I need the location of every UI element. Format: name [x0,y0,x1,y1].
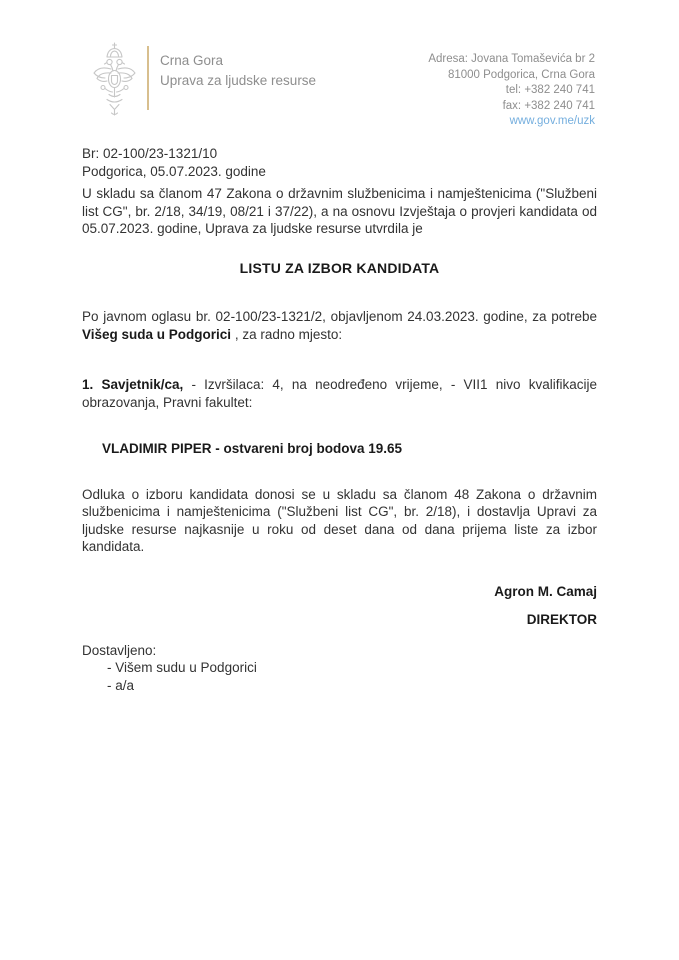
distribution-block [82,642,597,695]
decision-paragraph: Odluka o izboru kandidata donosi se u skladu sa članom 48 Zakona o državnim službenicima i namještenicima ("Službeni list CG", br. 2/18), i dostavlja Upravi za ljudske resurse najkasnije u roku od deset dana od dana prijema liste za izbor kandidata. [82,486,597,554]
candidate-line: VLADIMIR PIPER - ostvareni broj bodova 19.65 [102,441,403,456]
org-name: Uprava za ljudske resurse [160,73,317,88]
distribution-item: - Višem sudu u Podgorici [107,660,257,675]
position-label: 1. Savjetnik/ca, [82,377,184,392]
vacancy-text-after: , za radno mjesto: [234,326,343,342]
org-country: Crna Gora [160,53,224,68]
org-block [160,51,316,91]
position-paragraph [82,376,597,411]
distribution-label: Dostavljeno: [82,642,157,658]
place-and-date: Podgorica, 05.07.2023. godine [82,163,266,179]
signer-name: Agron M. Camaj [494,583,597,599]
letterhead-brand [91,42,316,120]
address-street: Adresa: Jovana Tomaševića br 2 [428,53,595,65]
vacancy-text-before: Po javnom oglasu br. 02-100/23-1321/2, objavljenom 24.03.2023. godine, za potrebe [82,309,597,324]
address-city: 81000 Podgorica, Crna Gora [447,68,595,81]
address-block [428,52,595,130]
letter-body [82,145,597,694]
address-fax: fax: +382 240 741 [502,99,595,112]
letterhead-divider [147,46,149,110]
position-details: - Izvršilaca: 4, na neodređeno vrijeme, - VII1 nivo kvalifikacije obrazovanja, Pravni fakultet: [82,377,597,410]
distribution-item: - a/a [107,677,135,693]
document-title: LISTU ZA IZBOR KANDIDATA [239,259,440,276]
signer-title: DIREKTOR [526,612,597,627]
website-link[interactable]: www.gov.me/uzk [509,115,595,127]
address-tel: tel: +382 240 741 [505,84,595,96]
vacancy-organization: Višeg suda u Podgorici [82,326,232,342]
signature-block [82,583,597,629]
vacancy-paragraph [82,308,597,343]
montenegro-coat-of-arms-icon [91,42,138,120]
reference-number: Br: 02-100/23-1321/10 [82,146,218,161]
intro-paragraph: U skladu sa članom 47 Zakona o državnim službenicima i namještenicima ("Službeni list CG", br. 2/18, 34/19, 08/21 i 37/22), a na osnovu Izvještaja o provjeri kandidata od 05.07.2023. godine, Uprava za ljudske resurse utvrdila je [82,186,597,236]
